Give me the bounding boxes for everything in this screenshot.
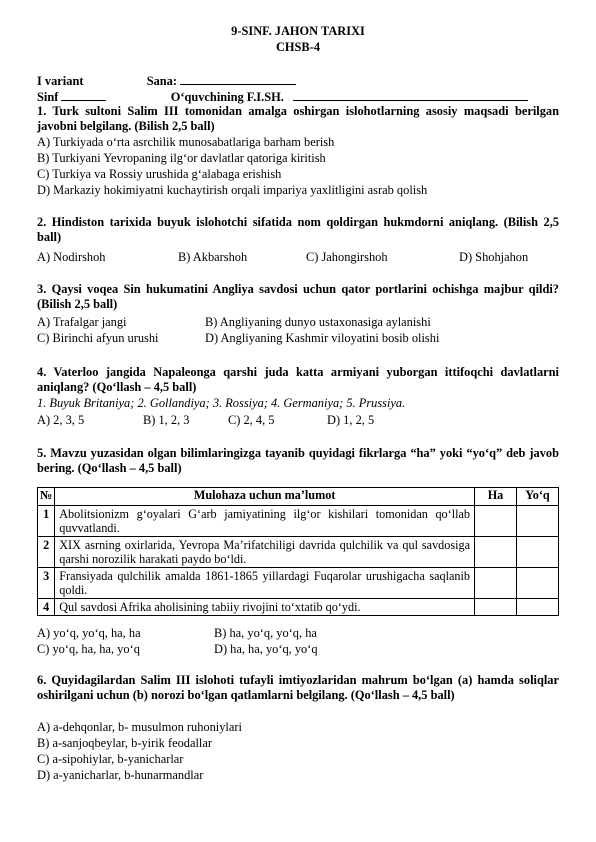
- q4-country-list: 1. Buyuk Britaniya; 2. Gollandiya; 3. Rossiya; 4. Germaniya; 5. Prussiya.: [37, 396, 406, 410]
- row-number: 1: [38, 506, 55, 537]
- question-2: 2. Hindiston tarixida buyuk islohotchi sifatida nom qoldirgan hukmdorni aniqlang. (Bilish 2,5 ball): [37, 215, 559, 244]
- question-1: 1. Turk sultoni Salim III tomonidan amalga oshirgan islohotlarning asosiy maqsadi berilgan javobni belgilang. (Bilish 2,5 ball): [37, 104, 559, 133]
- q1-option-b[interactable]: B) Turkiyani Yevropaning ilg‘or davlatlar qatoriga kiritish: [37, 151, 326, 165]
- student-name-field[interactable]: [293, 89, 528, 101]
- row-statement: Qul savdosi Afrika aholisining tabiiy rivojini to‘xtatib qo‘ydi.: [55, 599, 475, 616]
- q6-option-a[interactable]: A) a-dehqonlar, b- musulmon ruhoniylari: [37, 720, 242, 734]
- q1-option-a[interactable]: A) Turkiyada o‘rta asrchilik munosabatlariga barham berish: [37, 135, 335, 149]
- q4-option-a[interactable]: A) 2, 3, 5: [37, 413, 85, 427]
- q5-option-c[interactable]: C) yo‘q, ha, ha, yo‘q: [37, 642, 140, 656]
- no-cell[interactable]: [517, 537, 559, 568]
- row-statement: Fransiyada qulchilik amalda 1861-1865 yillardagi Fuqarolar urushigacha saqlanib qoldi.: [55, 568, 475, 599]
- col-number-header: №: [38, 488, 55, 506]
- no-cell[interactable]: [517, 599, 559, 616]
- student-name-label: O‘quvchining F.I.SH.: [170, 90, 284, 104]
- q2-option-c[interactable]: C) Jahongirshoh: [306, 250, 388, 264]
- row-number: 2: [38, 537, 55, 568]
- no-cell[interactable]: [517, 568, 559, 599]
- question-4: 4. Vaterloo jangida Napaleonga qarshi juda katta armiyani yuborgan ittifoqchi davlatlarni aniqlang? (Qo‘llash – 4,5 ball): [37, 365, 559, 394]
- col-yes-header: Ha: [475, 488, 517, 506]
- table-row: [38, 506, 559, 537]
- q1-option-d[interactable]: D) Markaziy hokimiyatni kuchaytirish orqali impariya yaxlitligini asrab qolish: [37, 183, 428, 197]
- question-6: 6. Quyidagilardan Salim III islohoti tufayli imtiyozlaridan mahrum bo‘lgan (a) hamda soliqlar oshirilgani uchun (b) norozi bo‘lgan qatlamlarni belgilang. (Qo‘llash – 4,5 ball): [37, 673, 559, 702]
- q2-option-b[interactable]: B) Akbarshoh: [178, 250, 248, 264]
- student-row: [37, 89, 528, 105]
- yes-cell[interactable]: [475, 599, 517, 616]
- variant-row: [37, 73, 296, 89]
- statements-table: [37, 487, 559, 616]
- date-label: Sana:: [146, 74, 177, 88]
- page-subtitle: CHSB-4: [275, 40, 321, 54]
- table-row: [38, 537, 559, 568]
- page-title: 9-SINF. JAHON TARIXI: [231, 24, 365, 38]
- table-row: [38, 599, 559, 616]
- q1-option-c[interactable]: C) Turkiya va Rossiy urushida g‘alabaga erishish: [37, 167, 282, 181]
- col-no-header: Yo‘q: [517, 488, 559, 506]
- q3-option-d[interactable]: D) Angliyaning Kashmir viloyatini bosib olishi: [205, 331, 440, 345]
- yes-cell[interactable]: [475, 537, 517, 568]
- q3-option-a[interactable]: A) Trafalgar jangi: [37, 315, 127, 329]
- q4-option-b[interactable]: B) 1, 2, 3: [143, 413, 190, 427]
- no-cell[interactable]: [517, 506, 559, 537]
- row-number: 4: [38, 599, 55, 616]
- yes-cell[interactable]: [475, 568, 517, 599]
- date-field[interactable]: [180, 73, 296, 85]
- class-label: Sinf: [37, 90, 59, 104]
- q5-option-b[interactable]: B) ha, yo‘q, yo‘q, ha: [214, 626, 317, 640]
- row-statement: XIX asrning oxirlarida, Yevropa Ma’rifatchiligi davrida qulchilik va qul savdosiga qarshi norozilik harakati paydo bo‘ldi.: [55, 537, 475, 568]
- class-field[interactable]: [61, 89, 106, 101]
- question-3: 3. Qaysi voqea Sin hukumatini Angliya savdosi uchun qator portlarini ochishga majbur qildi? (Bilish 2,5 ball): [37, 282, 559, 311]
- q4-option-d[interactable]: D) 1, 2, 5: [327, 413, 375, 427]
- q3-option-b[interactable]: B) Angliyaning dunyo ustaxonasiga aylanishi: [205, 315, 431, 329]
- q4-option-c[interactable]: C) 2, 4, 5: [228, 413, 275, 427]
- q3-option-c[interactable]: C) Birinchi afyun urushi: [37, 331, 159, 345]
- q6-option-c[interactable]: C) a-sipohiylar, b-yanicharlar: [37, 752, 184, 766]
- q2-option-d[interactable]: D) Shohjahon: [459, 250, 529, 264]
- q2-option-a[interactable]: A) Nodirshoh: [37, 250, 106, 264]
- q5-option-a[interactable]: A) yo‘q, yo‘q, ha, ha: [37, 626, 141, 640]
- variant-label: I variant: [37, 74, 84, 88]
- table-row: [38, 568, 559, 599]
- row-number: 3: [38, 568, 55, 599]
- row-statement: Abolitsionizm g‘oyalari G‘arb jamiyatining ilg‘or kishilari tomonidan qo‘llab quvvatlandi.: [55, 506, 475, 537]
- col-statement-header: Mulohaza uchun ma’lumot: [55, 488, 475, 506]
- q6-option-d[interactable]: D) a-yanicharlar, b-hunarmandlar: [37, 768, 204, 782]
- yes-cell[interactable]: [475, 506, 517, 537]
- q6-option-b[interactable]: B) a-sanjoqbeylar, b-yirik feodallar: [37, 736, 212, 750]
- table-header-row: [38, 488, 559, 506]
- question-5: 5. Mavzu yuzasidan olgan bilimlaringizga tayanib quyidagi fikrlarga “ha” yoki “yo‘q” deb javob bering. (Qo‘llash – 4,5 ball): [37, 446, 559, 475]
- q5-option-d[interactable]: D) ha, ha, yo‘q, yo‘q: [214, 642, 318, 656]
